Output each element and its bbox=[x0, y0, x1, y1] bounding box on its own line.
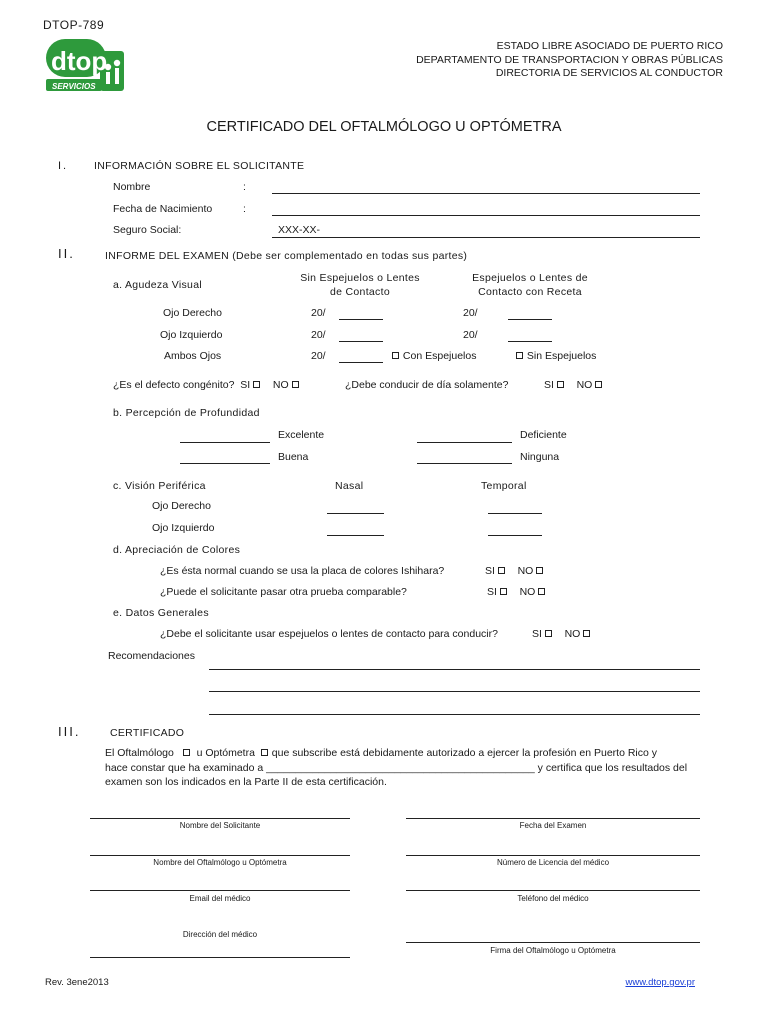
lentes-options bbox=[532, 628, 591, 640]
certificado-text-2b: y certifica que los resultados del bbox=[537, 762, 688, 774]
con-espejuelos-option bbox=[389, 350, 476, 362]
section-3-title: CERTIFICADO bbox=[110, 727, 185, 739]
conducir-dia-si-checkbox[interactable] bbox=[557, 381, 564, 388]
firma-oftalmologo-caption: Firma del Oftalmólogo u Optómetra bbox=[490, 946, 616, 955]
comparable-question: ¿Puede el solicitante pasar otra prueba comparable? bbox=[160, 586, 407, 598]
oftalmologo-checkbox[interactable] bbox=[183, 749, 190, 756]
periferica-ojo-derecho-label: Ojo Derecho bbox=[152, 500, 211, 512]
congenito-question bbox=[113, 379, 300, 391]
comparable-no-checkbox[interactable] bbox=[538, 588, 545, 595]
agudeza-od-prefix-2: 20/ bbox=[463, 307, 478, 319]
recomendaciones-line-2[interactable] bbox=[209, 691, 700, 692]
recomendaciones-line-1[interactable] bbox=[209, 669, 700, 670]
section-1-numeral: I. bbox=[58, 160, 69, 172]
sin-espejuelos-label: Sin Espejuelos bbox=[526, 350, 597, 362]
con-espejuelos-label: Con Espejuelos bbox=[402, 350, 477, 362]
profundidad-ninguna-label: Ninguna bbox=[520, 451, 560, 463]
dtop-website-link[interactable]: www.dtop.gov.pr bbox=[625, 977, 695, 988]
certificado-paragraph-line-1 bbox=[105, 747, 657, 759]
firma-line-direccion[interactable] bbox=[90, 957, 350, 958]
agudeza-oi-prefix-2: 20/ bbox=[463, 329, 478, 341]
con-espejuelos-checkbox[interactable] bbox=[392, 352, 399, 359]
certificado-text-2a: hace constar que ha examinado a ______________________________________________ bbox=[105, 762, 535, 774]
conducir-dia-question: ¿Debe conducir de día solamente? bbox=[345, 379, 509, 391]
ishihara-question: ¿Es ésta normal cuando se usa la placa de colores Ishihara? bbox=[160, 565, 445, 577]
col-con-receta-line1: Espejuelos o Lentes de bbox=[472, 272, 588, 284]
logo-wordmark: dtop bbox=[51, 46, 108, 76]
conducir-dia-no-checkbox[interactable] bbox=[595, 381, 602, 388]
header-line-1: ESTADO LIBRE ASOCIADO DE PUERTO RICO bbox=[496, 40, 723, 52]
nombre-input-line[interactable] bbox=[272, 193, 700, 194]
comparable-options bbox=[487, 586, 546, 598]
lentes-no-checkbox[interactable] bbox=[583, 630, 590, 637]
periferica-nasal-header: Nasal bbox=[335, 480, 364, 492]
dtop-logo bbox=[44, 33, 128, 97]
profundidad-buena-input[interactable] bbox=[180, 463, 270, 464]
certificado-text-1: que subscribe está debidamente autorizado a ejercer la profesión en Puerto Rico y bbox=[271, 747, 658, 759]
licencia-caption: Número de Licencia del médico bbox=[496, 858, 610, 867]
field-colon-nombre: : bbox=[243, 181, 246, 193]
lentes-question: ¿Debe el solicitante usar espejuelos o lentes de contacto para conducir? bbox=[160, 628, 498, 640]
optometra-label: u Optómetra bbox=[196, 747, 255, 759]
recomendaciones-label: Recomendaciones bbox=[108, 650, 195, 662]
conducir-dia-no-label: NO bbox=[576, 379, 593, 391]
sin-espejuelos-checkbox[interactable] bbox=[516, 352, 523, 359]
profundidad-deficiente-input[interactable] bbox=[417, 442, 512, 443]
firma-line-oftalmologo[interactable] bbox=[406, 942, 700, 943]
telefono-caption: Teléfono del médico bbox=[517, 894, 589, 903]
comparable-si-label: SI bbox=[487, 586, 497, 598]
firma-line-fecha-examen[interactable] bbox=[406, 818, 700, 819]
congenito-question-text: ¿Es el defecto congénito? bbox=[113, 379, 235, 391]
agency-header bbox=[416, 40, 723, 81]
col-sin-espejuelos-line2: de Contacto bbox=[330, 286, 390, 298]
col-sin-espejuelos-line1: Sin Espejuelos o Lentes bbox=[300, 272, 420, 284]
sin-espejuelos-option bbox=[513, 350, 596, 362]
conducir-dia-options bbox=[544, 379, 603, 391]
field-label-seguro-social: Seguro Social: bbox=[113, 224, 182, 236]
periferica-od-temporal-input[interactable] bbox=[488, 513, 542, 514]
lentes-si-label: SI bbox=[532, 628, 542, 640]
profundidad-excelente-label: Excelente bbox=[278, 429, 325, 441]
profundidad-excelente-input[interactable] bbox=[180, 442, 270, 443]
ishihara-no-label: NO bbox=[517, 565, 534, 577]
profundidad-ninguna-input[interactable] bbox=[417, 463, 512, 464]
periferica-temporal-header: Temporal bbox=[481, 480, 527, 492]
optometra-checkbox[interactable] bbox=[261, 749, 268, 756]
email-caption: Email del médico bbox=[189, 894, 251, 903]
congenito-no-label: NO bbox=[272, 379, 289, 391]
agudeza-visual-label: a. Agudeza Visual bbox=[113, 279, 202, 291]
firma-line-licencia[interactable] bbox=[406, 855, 700, 856]
periferica-label: c. Visión Periférica bbox=[113, 480, 206, 492]
agudeza-ambos-input[interactable] bbox=[339, 362, 383, 363]
firma-line-nombre-solicitante[interactable] bbox=[90, 818, 350, 819]
periferica-oi-nasal-input[interactable] bbox=[327, 535, 384, 536]
comparable-no-label: NO bbox=[519, 586, 536, 598]
logo-tagline: SERVICIOS bbox=[52, 82, 96, 91]
agudeza-ojo-izquierdo-label: Ojo Izquierdo bbox=[160, 329, 223, 341]
page-title: CERTIFICADO DEL OFTALMÓLOGO U OPTÓMETRA bbox=[206, 119, 562, 135]
ishihara-no-checkbox[interactable] bbox=[536, 567, 543, 574]
congenito-no-checkbox[interactable] bbox=[292, 381, 299, 388]
agudeza-ojo-derecho-label: Ojo Derecho bbox=[163, 307, 222, 319]
seguro-social-value[interactable]: XXX-XX- bbox=[278, 224, 321, 236]
revision-label: Rev. 3ene2013 bbox=[45, 977, 109, 988]
field-label-nombre: Nombre bbox=[113, 181, 151, 193]
field-label-fecha-nacimiento: Fecha de Nacimiento bbox=[113, 203, 213, 215]
periferica-ojo-izquierdo-label: Ojo Izquierdo bbox=[152, 522, 215, 534]
agudeza-oi-sin-input[interactable] bbox=[339, 341, 383, 342]
section-2-title: INFORME DEL EXAMEN (Debe ser complementado en todas sus partes) bbox=[105, 250, 468, 262]
colores-label: d. Apreciación de Colores bbox=[113, 544, 241, 556]
lentes-si-checkbox[interactable] bbox=[545, 630, 552, 637]
seguro-social-input-line[interactable] bbox=[272, 237, 700, 238]
header-line-3: DIRECTORIA DE SERVICIOS AL CONDUCTOR bbox=[495, 67, 723, 79]
nombre-solicitante-caption: Nombre del Solicitante bbox=[179, 821, 261, 830]
ishihara-si-checkbox[interactable] bbox=[498, 567, 505, 574]
oftalmologo-label: El Oftalmólogo bbox=[105, 747, 174, 759]
agudeza-od-con-input[interactable] bbox=[508, 319, 552, 320]
firma-line-nombre-medico[interactable] bbox=[90, 855, 350, 856]
section-3-numeral: III. bbox=[58, 724, 81, 739]
firma-line-email[interactable] bbox=[90, 890, 350, 891]
form-code: DTOP-789 bbox=[43, 18, 105, 32]
agudeza-od-prefix-1: 20/ bbox=[311, 307, 326, 319]
direccion-caption: Dirección del médico bbox=[182, 930, 258, 939]
agudeza-od-sin-input[interactable] bbox=[339, 319, 383, 320]
agudeza-ambos-prefix: 20/ bbox=[311, 350, 326, 362]
certificado-paragraph-line-2 bbox=[105, 762, 687, 774]
ishihara-options bbox=[485, 565, 544, 577]
agudeza-oi-con-input[interactable] bbox=[508, 341, 552, 342]
lentes-no-label: NO bbox=[564, 628, 581, 640]
conducir-dia-si-label: SI bbox=[544, 379, 554, 391]
periferica-oi-temporal-input[interactable] bbox=[488, 535, 542, 536]
fecha-examen-caption: Fecha del Examen bbox=[519, 821, 587, 830]
agudeza-oi-prefix-1: 20/ bbox=[311, 329, 326, 341]
comparable-si-checkbox[interactable] bbox=[500, 588, 507, 595]
congenito-si-label: SI bbox=[240, 379, 251, 391]
certificado-paragraph-line-3: examen son los indicados en la Parte II de esta certificación. bbox=[105, 776, 387, 788]
recomendaciones-line-3[interactable] bbox=[209, 714, 700, 715]
ishihara-si-label: SI bbox=[485, 565, 495, 577]
section-1-title: INFORMACIÓN SOBRE EL SOLICITANTE bbox=[94, 160, 305, 172]
header-line-2: DEPARTAMENTO DE TRANSPORTACION Y OBRAS PÚBLICAS bbox=[416, 53, 723, 66]
nombre-medico-caption: Nombre del Oftalmólogo u Optómetra bbox=[153, 858, 287, 867]
profundidad-deficiente-label: Deficiente bbox=[520, 429, 567, 441]
col-con-receta-line2: Contacto con Receta bbox=[478, 286, 582, 298]
field-colon-fecha-nacimiento: : bbox=[243, 203, 246, 215]
firma-line-telefono[interactable] bbox=[406, 890, 700, 891]
congenito-si-checkbox[interactable] bbox=[253, 381, 260, 388]
agudeza-ambos-ojos-label: Ambos Ojos bbox=[164, 350, 222, 362]
datos-generales-label: e. Datos Generales bbox=[113, 607, 209, 619]
fecha-nacimiento-input-line[interactable] bbox=[272, 215, 700, 216]
section-2-numeral: II. bbox=[58, 246, 75, 261]
periferica-od-nasal-input[interactable] bbox=[327, 513, 384, 514]
profundidad-buena-label: Buena bbox=[278, 451, 309, 463]
profundidad-label: b. Percepción de Profundidad bbox=[113, 407, 260, 419]
